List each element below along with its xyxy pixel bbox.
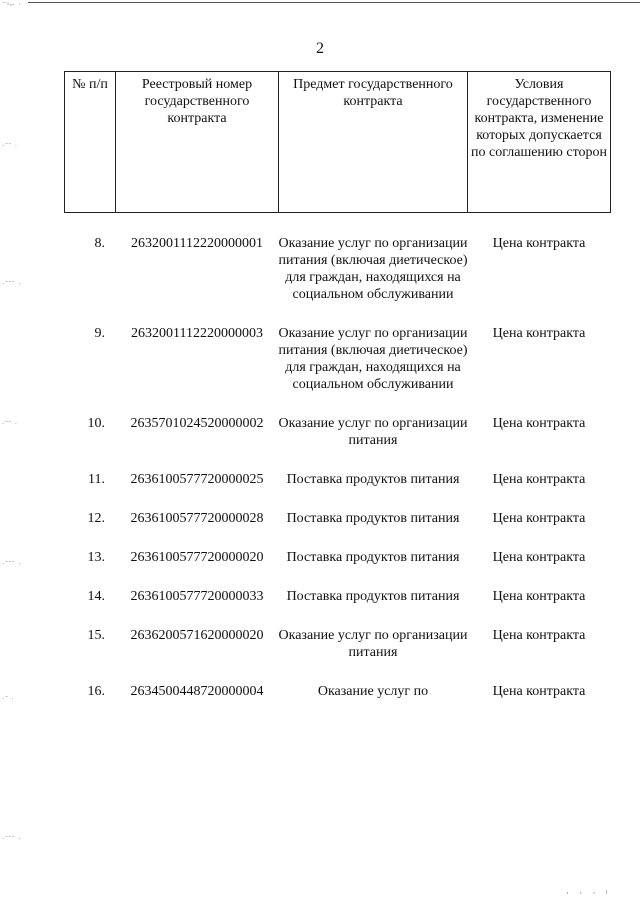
scan-artifact-dots: · · · ˡ	[566, 888, 612, 898]
contract-condition: Цена контракта	[492, 511, 586, 526]
table-row	[65, 588, 611, 605]
registry-number: 2636100577720000028	[130, 511, 264, 526]
table-spacer	[65, 661, 611, 683]
table-row	[65, 627, 611, 661]
scan-margin-mark: ·˜˜˜ ·	[2, 280, 22, 288]
scan-margin-mark: ·˜˜˜ ·	[2, 835, 22, 843]
table-spacer	[65, 605, 611, 627]
row-number: 15.	[87, 628, 105, 643]
contract-condition: Цена контракта	[492, 550, 586, 565]
row-number: 8.	[94, 236, 105, 251]
header-number: № п/п	[65, 72, 116, 213]
row-number: 11.	[88, 472, 105, 487]
contract-subject: Поставка продуктов питания	[286, 511, 460, 526]
contract-subject: Оказание услуг по организации питания (включая диетическое) для граждан, находящихся на социальном обслуживании	[278, 236, 468, 302]
registry-number: 2635701024520000002	[130, 416, 264, 431]
table-row	[65, 235, 611, 303]
contract-subject: Поставка продуктов питания	[286, 472, 460, 487]
contract-condition: Цена контракта	[492, 416, 586, 431]
contract-condition: Цена контракта	[492, 472, 586, 487]
table-spacer	[65, 566, 611, 588]
registry-number: 2636200571620000020	[130, 628, 264, 643]
scan-margin-mark: ·˜˜ ·	[2, 420, 19, 428]
table-row	[65, 549, 611, 566]
contract-condition: Цена контракта	[492, 628, 586, 643]
table-row	[65, 325, 611, 393]
row-number: 12.	[87, 511, 105, 526]
row-number: 14.	[87, 589, 105, 604]
registry-number: 2632001112220000003	[131, 326, 263, 341]
table-spacer	[65, 303, 611, 325]
row-number: 13.	[87, 550, 105, 565]
table-spacer	[65, 393, 611, 415]
registry-number: 2636100577720000020	[130, 550, 264, 565]
row-number: 9.	[94, 326, 105, 341]
registry-number: 2636100577720000033	[130, 589, 264, 604]
contract-subject: Оказание услуг по организации питания	[278, 416, 468, 448]
table-spacer	[65, 449, 611, 471]
table-row	[65, 510, 611, 527]
contracts-table	[64, 71, 611, 700]
contract-condition: Цена контракта	[492, 684, 586, 699]
header-contract-subject: Предмет государственного контракта	[279, 72, 468, 213]
contract-condition: Цена контракта	[492, 236, 586, 251]
row-number: 10.	[87, 416, 105, 431]
page-number: 2	[316, 40, 324, 57]
header-contract-conditions: Условия государственного контракта, изменение которых допускается по соглашению сторон	[468, 72, 611, 213]
table-spacer	[65, 213, 611, 236]
top-border-line	[28, 2, 640, 3]
registry-number: 2634500448720000004	[130, 684, 264, 699]
table-spacer	[65, 527, 611, 549]
scan-margin-mark: ·˜˜˜ ·	[2, 560, 22, 568]
table-header-row	[65, 72, 611, 213]
scan-artifact-mark: ⁻ˢ⌐ ·	[2, 0, 23, 9]
scan-margin-mark: ·˜˜ ·	[2, 142, 19, 150]
table-row	[65, 683, 611, 700]
contract-subject: Оказание услуг по	[317, 684, 429, 699]
contract-subject: Оказание услуг по организации питания	[278, 628, 468, 660]
header-registry-number: Реестровый номер государственного контракта	[116, 72, 279, 213]
table-row	[65, 471, 611, 488]
scan-margin-mark: ·˜ ·	[2, 695, 15, 703]
registry-number: 2636100577720000025	[130, 472, 264, 487]
contract-subject: Поставка продуктов питания	[286, 589, 460, 604]
contract-subject: Поставка продуктов питания	[286, 550, 460, 565]
contract-condition: Цена контракта	[492, 326, 586, 341]
contract-subject: Оказание услуг по организации питания (включая диетическое) для граждан, находящихся на социальном обслуживании	[278, 326, 468, 392]
registry-number: 2632001112220000001	[131, 236, 263, 251]
contract-condition: Цена контракта	[492, 589, 586, 604]
table-spacer	[65, 488, 611, 510]
row-number: 16.	[87, 684, 105, 699]
table-row	[65, 415, 611, 449]
